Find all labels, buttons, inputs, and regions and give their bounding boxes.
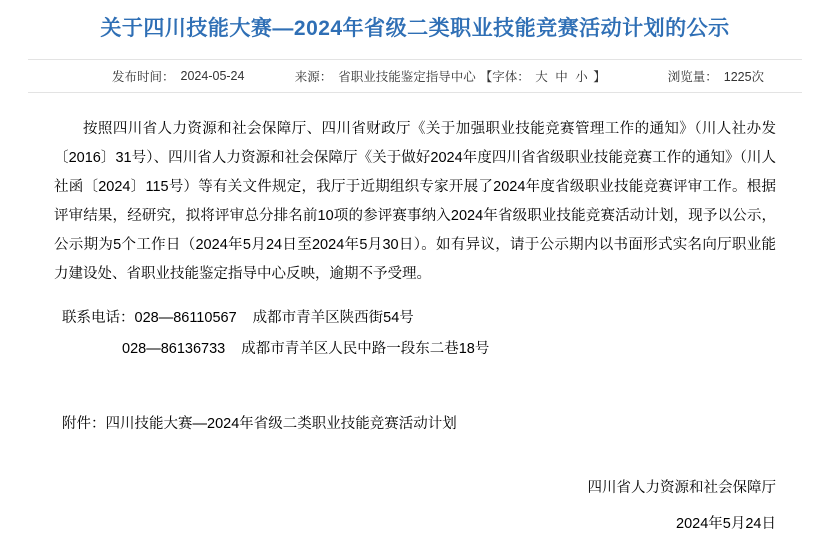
publish-time-label: 发布时间：: [112, 70, 175, 85]
contact-block: [54, 303, 776, 364]
contact-address-2: 成都市青羊区人民中路一段东二巷18号: [241, 340, 490, 357]
attachment-block: [54, 410, 776, 439]
font-size-label-open: 【字体：: [479, 70, 530, 85]
signature-organization: 四川省人力资源和社会保障厅: [587, 480, 776, 496]
publish-time: [46, 67, 295, 85]
contact-label: 联系电话：: [62, 310, 135, 327]
source-and-font-controls: [295, 67, 606, 85]
contact-phone-2: 028—86136733: [122, 340, 226, 357]
view-count: [606, 67, 784, 85]
attachment-link[interactable]: 四川技能大赛—2024年省级二类职业技能竞赛活动计划: [105, 416, 457, 433]
attachment-label: 附件：: [62, 416, 106, 433]
font-size-large-button[interactable]: 大: [535, 70, 548, 85]
contact-line-2: [62, 334, 776, 364]
page-title: 关于四川技能大赛—2024年省级二类职业技能竞赛活动计划的公示: [100, 17, 730, 40]
signature-date: 2024年5月24日: [676, 516, 776, 532]
contact-address-1: 成都市青羊区陕西街54号: [252, 310, 414, 327]
font-size-controls[interactable]: [480, 67, 606, 85]
body-paragraph-1: 按照四川省人力资源和社会保障厅、四川省财政厅《关于加强职业技能竞赛管理工作的通知》（川人社办发〔2016〕31号）、四川省人力资源和社会保障厅《关于做好2024年度四川省省级职业技能竞赛工作的通知》（川人社函〔2024〕115号）等有关文件规定，我厅于近期组织专家开展了2024年度省级职业技能竞赛评审工作。根据评审结果，经研究，拟将评审总分排名前10项的参评赛事纳入2024年省级职业技能竞赛活动计划，现予以公示，公示期为5个工作日（2024年5月24日至2024年5月30日）。如有异议，请于公示期内以书面形式实名向厅职业能力建设处、省职业技能鉴定指导中心反映，逾期不予受理。: [54, 121, 776, 283]
view-count-label: 浏览量：: [667, 70, 718, 85]
font-size-label-close: 】: [593, 70, 606, 85]
font-size-small-button[interactable]: 小: [575, 70, 588, 85]
source-label: 来源：: [294, 70, 333, 85]
contact-phone-1: 028—86110567: [134, 310, 237, 327]
font-size-medium-button[interactable]: 中: [555, 70, 568, 85]
contact-line-1: [62, 303, 776, 333]
publish-time-value: 2024-05-24: [180, 69, 245, 84]
view-count-value: 1225次: [723, 70, 765, 85]
document-body: [28, 93, 802, 439]
source-value: 省职业技能鉴定指导中心: [338, 70, 476, 85]
document-meta-bar: [28, 59, 802, 93]
